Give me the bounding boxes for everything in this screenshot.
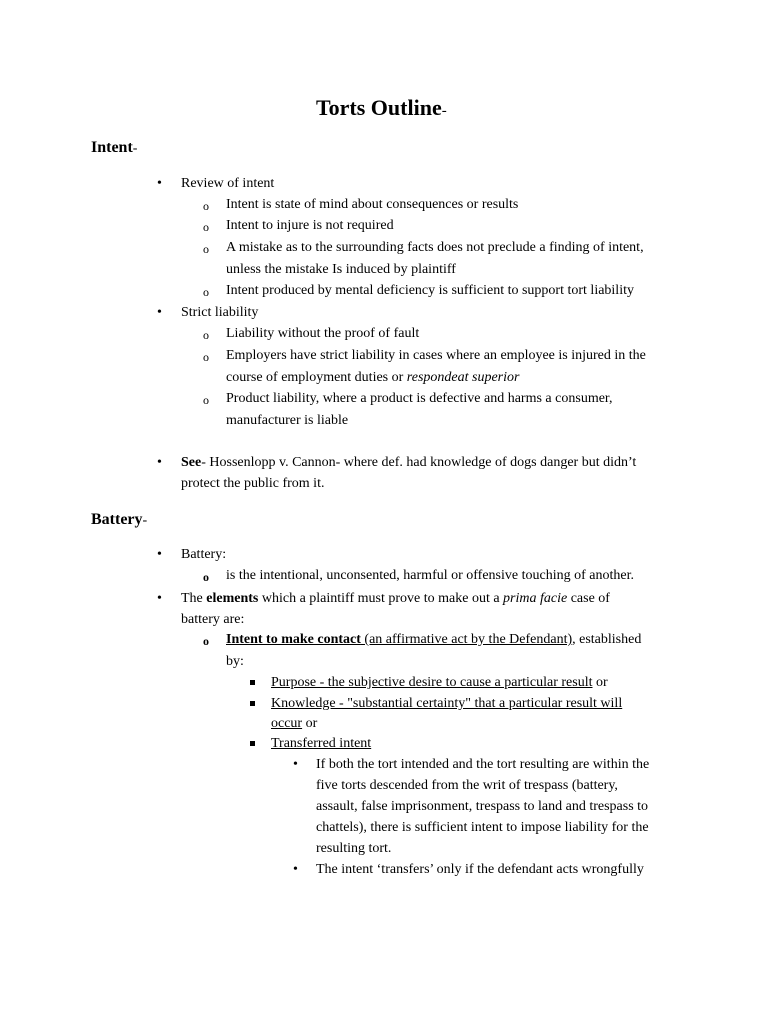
bullet-marker: •	[157, 591, 162, 606]
transfer-rule-line: chattels), there is sufficient intent to impose liability for the	[316, 820, 649, 835]
strict-subitem: Liability without the proof of fault	[226, 326, 420, 341]
strict-liability-item: Strict liability	[181, 305, 259, 320]
transfer-rule-line: assault, false imprisonment, trespass to land and trespass to	[316, 799, 649, 814]
review-of-intent-item: Review of intent	[181, 176, 275, 191]
bullet-marker: •	[293, 757, 298, 772]
circle-marker: o	[203, 393, 209, 407]
square-bullet-marker	[250, 741, 255, 746]
battery-heading: Battery-	[91, 511, 148, 528]
purpose-item: Purpose - the subjective desire to cause a particular result or	[271, 675, 608, 690]
square-bullet-marker	[250, 680, 255, 685]
circle-marker: o	[203, 350, 209, 364]
elements-item-continued: battery are:	[181, 612, 245, 627]
circle-marker: o	[203, 220, 209, 234]
strict-subitem-continued: manufacturer is liable	[226, 413, 349, 428]
circle-marker: o	[203, 242, 209, 256]
battery-definition: is the intentional, unconsented, harmful or offensive touching of another.	[226, 568, 634, 583]
circle-marker: o	[203, 570, 209, 584]
see-citation-continued: protect the public from it.	[181, 476, 325, 491]
square-bullet-marker	[250, 701, 255, 706]
transfer-rule-line: If both the tort intended and the tort resulting are within the	[316, 757, 650, 772]
intent-heading: Intent-	[91, 139, 138, 156]
bullet-marker: •	[157, 547, 162, 562]
review-subitem-continued: unless the mistake Is induced by plaintiff	[226, 262, 456, 277]
circle-marker: o	[203, 634, 209, 648]
transferred-intent-item: Transferred intent	[271, 736, 372, 751]
bullet-marker: •	[157, 176, 162, 191]
intent-to-contact-item: Intent to make contact (an affirmative act by the Defendant), established	[226, 632, 642, 647]
strict-subitem-continued: course of employment duties or respondeat superior	[226, 370, 520, 385]
knowledge-item: Knowledge - "substantial certainty" that a particular result will	[271, 696, 623, 711]
page-title: Torts Outline-	[316, 95, 447, 120]
review-subitem: A mistake as to the surrounding facts does not preclude a finding of intent,	[226, 240, 644, 255]
review-subitem: Intent to injure is not required	[226, 218, 394, 233]
see-citation: See- Hossenlopp v. Cannon- where def. had knowledge of dogs danger but didn’t	[181, 455, 637, 470]
bullet-marker: •	[293, 862, 298, 877]
review-subitem: Intent produced by mental deficiency is sufficient to support tort liability	[226, 283, 634, 298]
circle-marker: o	[203, 199, 209, 213]
bullet-marker: •	[157, 305, 162, 320]
intent-to-contact-continued: by:	[226, 654, 244, 669]
strict-subitem: Employers have strict liability in cases where an employee is injured in the	[226, 348, 646, 363]
transfer-rule-line: resulting tort.	[316, 841, 392, 856]
circle-marker: o	[203, 285, 209, 299]
strict-subitem: Product liability, where a product is defective and harms a consumer,	[226, 391, 613, 406]
transfer-rule-line: five torts descended from the writ of trespass (battery,	[316, 778, 618, 793]
bullet-marker: •	[157, 455, 162, 470]
circle-marker: o	[203, 328, 209, 342]
battery-item: Battery:	[181, 547, 227, 562]
transfer-wrongful-line: The intent ‘transfers’ only if the defendant acts wrongfully	[316, 862, 644, 877]
elements-item: The elements which a plaintiff must prove to make out a prima facie case of	[181, 591, 610, 606]
review-subitem: Intent is state of mind about consequences or results	[226, 197, 519, 212]
knowledge-item-continued: occur or	[271, 716, 318, 731]
